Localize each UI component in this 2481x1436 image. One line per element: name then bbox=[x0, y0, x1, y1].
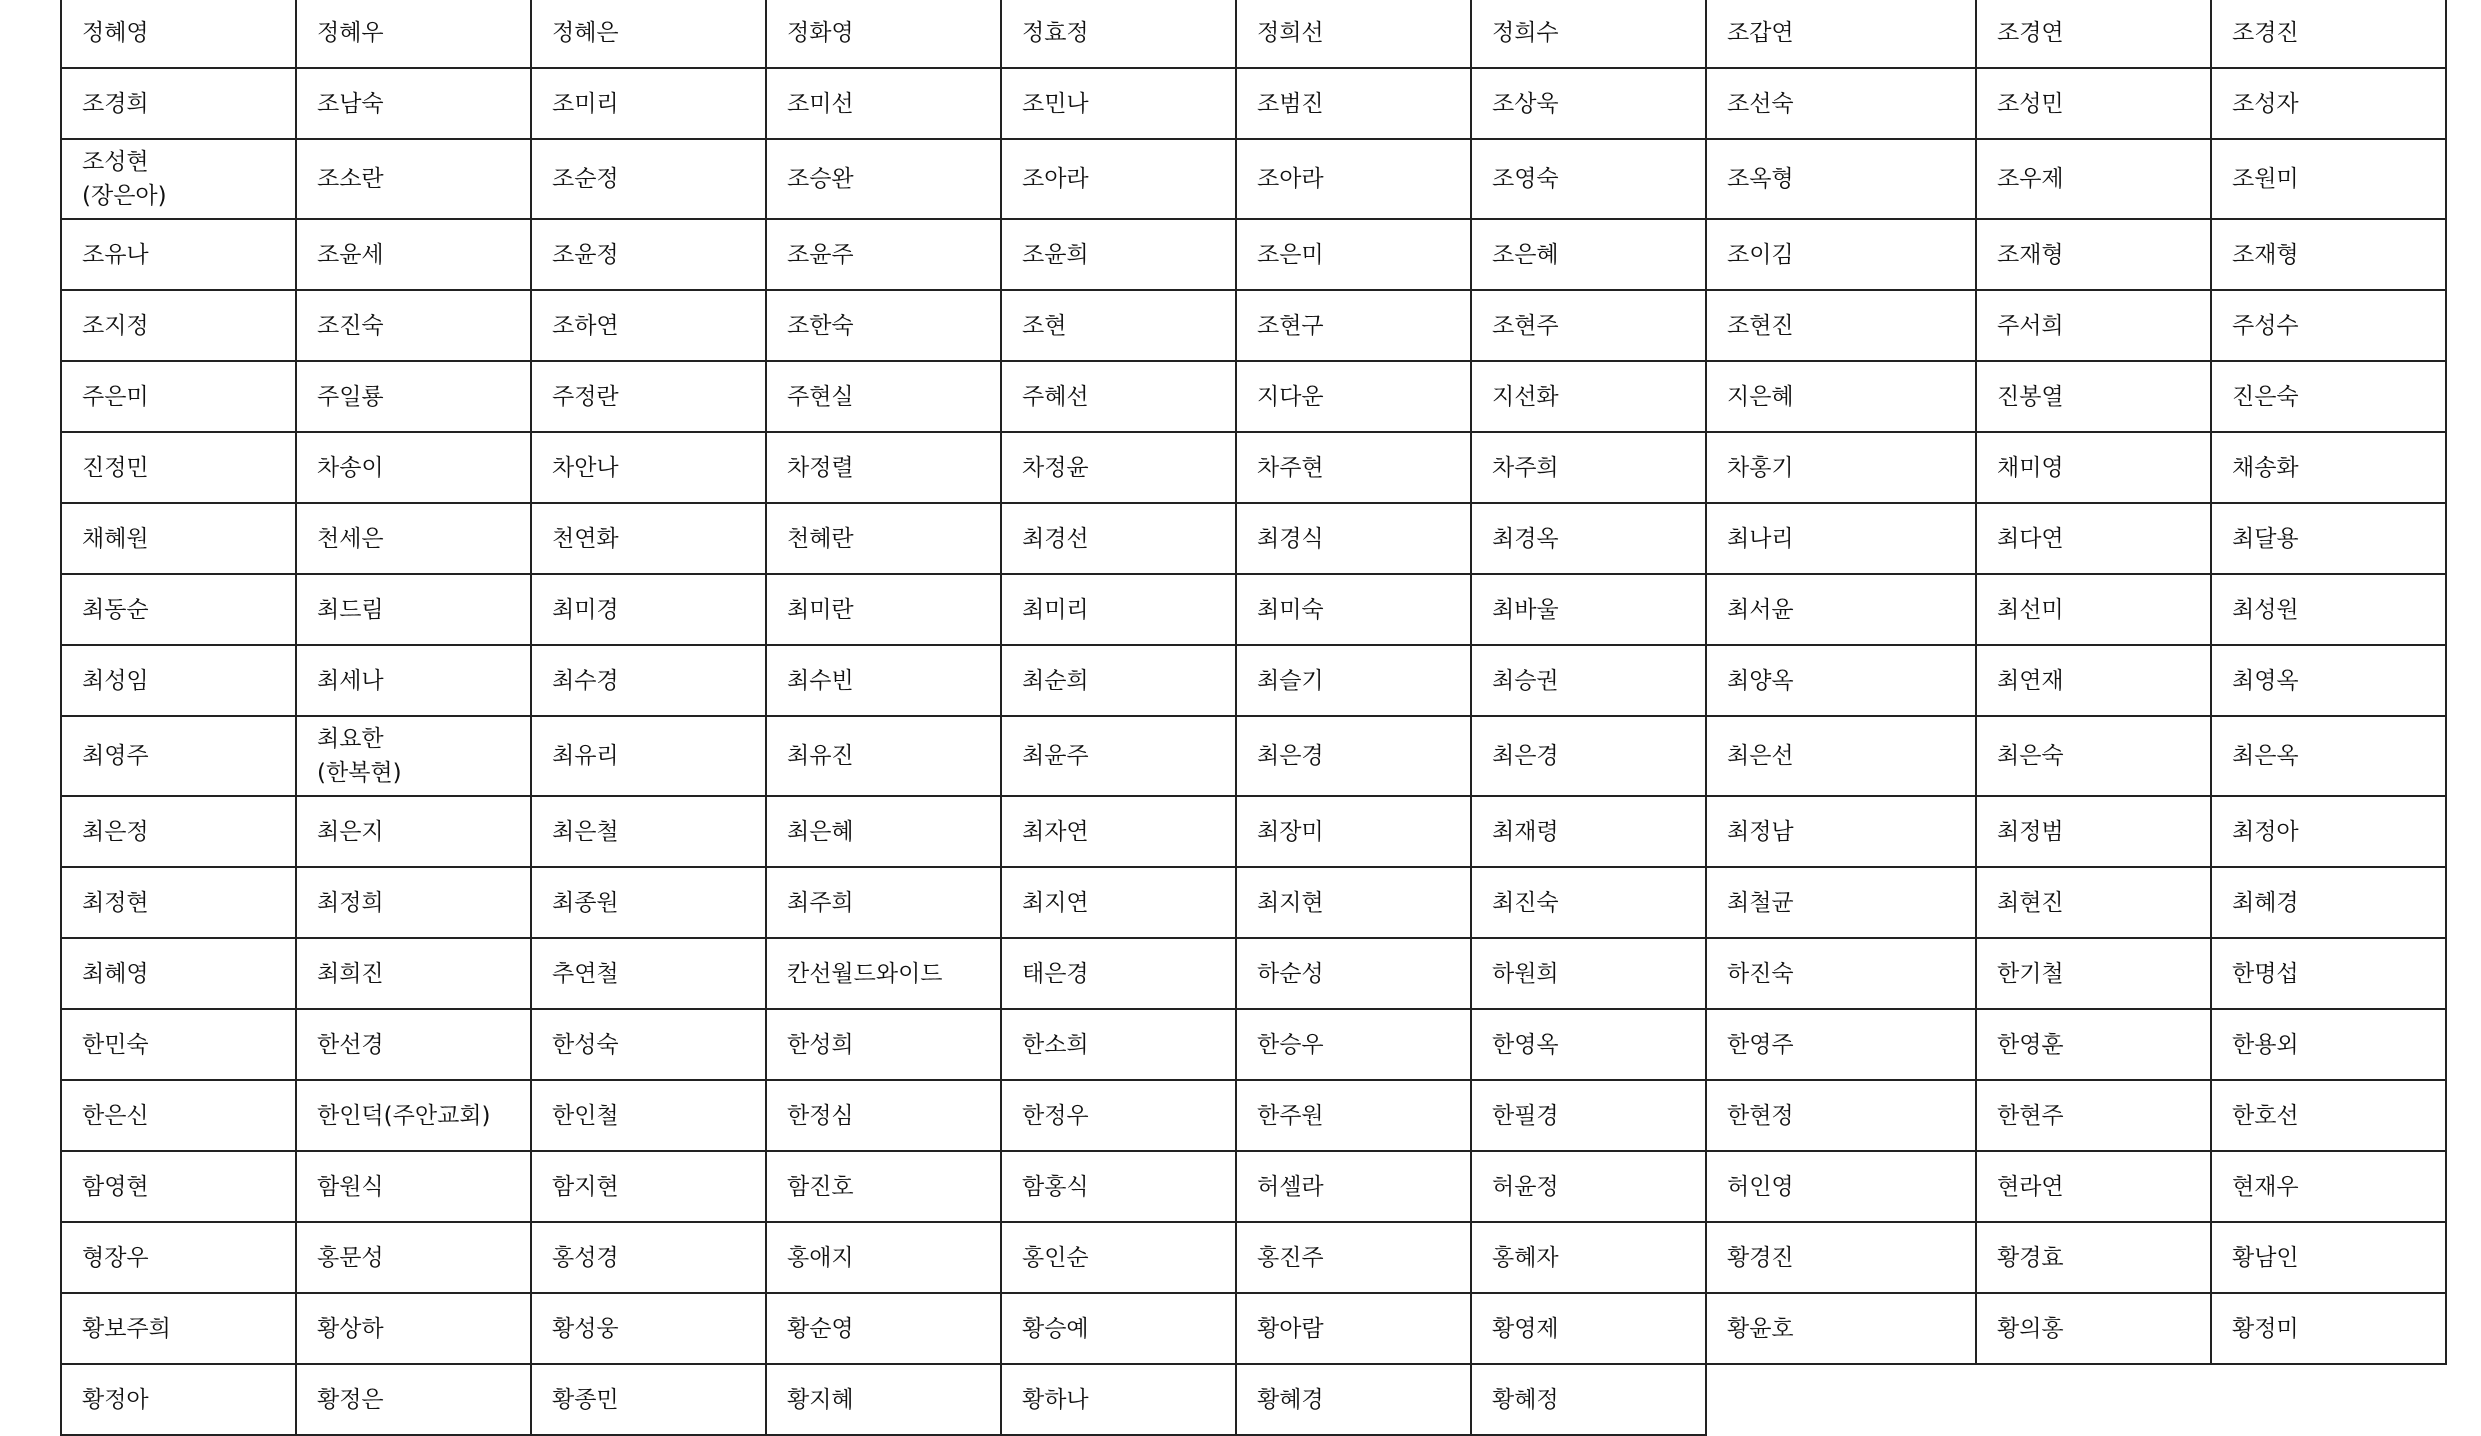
name-cell: 한호선 bbox=[2211, 1080, 2446, 1151]
name-cell: 한은신 bbox=[61, 1080, 296, 1151]
name-cell: 조미선 bbox=[766, 68, 1001, 139]
name-cell: 정효정 bbox=[1001, 0, 1236, 68]
name-cell: 차안나 bbox=[531, 432, 766, 503]
table-row bbox=[61, 432, 2446, 503]
name-cell: 진은숙 bbox=[2211, 361, 2446, 432]
name-cell: 채송화 bbox=[2211, 432, 2446, 503]
name-cell: 최영옥 bbox=[2211, 645, 2446, 716]
name-cell: 조지정 bbox=[61, 290, 296, 361]
table-row bbox=[61, 1364, 2446, 1435]
table-row bbox=[61, 867, 2446, 938]
name-cell: 조은미 bbox=[1236, 219, 1471, 290]
table-row bbox=[61, 1080, 2446, 1151]
name-cell: 최정아 bbox=[2211, 796, 2446, 867]
name-cell: 홍혜자 bbox=[1471, 1222, 1706, 1293]
name-cell: 황하나 bbox=[1001, 1364, 1236, 1435]
name-cell: 황지혜 bbox=[766, 1364, 1001, 1435]
name-cell: 최유진 bbox=[766, 716, 1001, 796]
name-cell: 한현정 bbox=[1706, 1080, 1976, 1151]
name-cell: 최혜영 bbox=[61, 938, 296, 1009]
name-cell: 조이김 bbox=[1706, 219, 1976, 290]
name-cell: 차정윤 bbox=[1001, 432, 1236, 503]
name-cell: 한정우 bbox=[1001, 1080, 1236, 1151]
name-cell: 황혜정 bbox=[1471, 1364, 1706, 1435]
name-cell: 조성민 bbox=[1976, 68, 2211, 139]
table-row bbox=[61, 574, 2446, 645]
table-row bbox=[61, 645, 2446, 716]
name-cell: 황정아 bbox=[61, 1364, 296, 1435]
name-cell: 최수경 bbox=[531, 645, 766, 716]
name-cell: 조윤세 bbox=[296, 219, 531, 290]
name-cell: 함지현 bbox=[531, 1151, 766, 1222]
name-cell: 황승예 bbox=[1001, 1293, 1236, 1364]
name-cell: 정혜우 bbox=[296, 0, 531, 68]
name-cell: 최달용 bbox=[2211, 503, 2446, 574]
name-cell: 조범진 bbox=[1236, 68, 1471, 139]
name-cell: 황성웅 bbox=[531, 1293, 766, 1364]
name-cell: 조민나 bbox=[1001, 68, 1236, 139]
name-cell: 황정미 bbox=[2211, 1293, 2446, 1364]
name-cell: 최순희 bbox=[1001, 645, 1236, 716]
name-cell: 최양옥 bbox=[1706, 645, 1976, 716]
table-row bbox=[61, 1293, 2446, 1364]
name-cell: 최은혜 bbox=[766, 796, 1001, 867]
name-cell: 최서윤 bbox=[1706, 574, 1976, 645]
name-cell: 조윤희 bbox=[1001, 219, 1236, 290]
name-cell: 황상하 bbox=[296, 1293, 531, 1364]
name-cell: 최정현 bbox=[61, 867, 296, 938]
name-cell: 조재형 bbox=[1976, 219, 2211, 290]
name-cell: 조미리 bbox=[531, 68, 766, 139]
name-cell: 조우제 bbox=[1976, 139, 2211, 219]
name-cell: 허셀라 bbox=[1236, 1151, 1471, 1222]
name-cell: 한민숙 bbox=[61, 1009, 296, 1080]
name-cell: 현재우 bbox=[2211, 1151, 2446, 1222]
name-cell: 주혜선 bbox=[1001, 361, 1236, 432]
name-cell: 칸선월드와이드 bbox=[766, 938, 1001, 1009]
name-cell: 채미영 bbox=[1976, 432, 2211, 503]
name-cell: 조승완 bbox=[766, 139, 1001, 219]
name-cell: 최미숙 bbox=[1236, 574, 1471, 645]
name-cell: 조남숙 bbox=[296, 68, 531, 139]
name-cell: 진정민 bbox=[61, 432, 296, 503]
name-cell: 황아람 bbox=[1236, 1293, 1471, 1364]
name-cell: 황혜경 bbox=[1236, 1364, 1471, 1435]
name-cell: 홍애지 bbox=[766, 1222, 1001, 1293]
name-cell: 한성숙 bbox=[531, 1009, 766, 1080]
table-row bbox=[61, 0, 2446, 68]
name-cell: 최정희 bbox=[296, 867, 531, 938]
name-cell: 최바울 bbox=[1471, 574, 1706, 645]
name-cell: 한영훈 bbox=[1976, 1009, 2211, 1080]
name-cell: 한승우 bbox=[1236, 1009, 1471, 1080]
name-cell: 최경옥 bbox=[1471, 503, 1706, 574]
name-cell: 홍진주 bbox=[1236, 1222, 1471, 1293]
name-cell: 최성임 bbox=[61, 645, 296, 716]
name-cell: 최은경 bbox=[1471, 716, 1706, 796]
name-cell: 조갑연 bbox=[1706, 0, 1976, 68]
name-cell: 홍문성 bbox=[296, 1222, 531, 1293]
name-cell: 최유리 bbox=[531, 716, 766, 796]
table-row bbox=[61, 219, 2446, 290]
name-cell: 정희수 bbox=[1471, 0, 1706, 68]
name-cell: 한정심 bbox=[766, 1080, 1001, 1151]
name-cell: 지선화 bbox=[1471, 361, 1706, 432]
table-row bbox=[61, 1222, 2446, 1293]
name-cell: 차주희 bbox=[1471, 432, 1706, 503]
table-row bbox=[61, 716, 2446, 796]
empty-cell bbox=[1976, 1364, 2211, 1435]
name-cell: 최미란 bbox=[766, 574, 1001, 645]
name-cell: 최은옥 bbox=[2211, 716, 2446, 796]
name-cell: 차주현 bbox=[1236, 432, 1471, 503]
name-cell: 주일룡 bbox=[296, 361, 531, 432]
name-cell: 최은철 bbox=[531, 796, 766, 867]
name-cell: 최은선 bbox=[1706, 716, 1976, 796]
name-cell: 최장미 bbox=[1236, 796, 1471, 867]
table-row bbox=[61, 1151, 2446, 1222]
name-cell: 천혜란 bbox=[766, 503, 1001, 574]
table-row bbox=[61, 139, 2446, 219]
name-cell: 조하연 bbox=[531, 290, 766, 361]
name-cell: 최윤주 bbox=[1001, 716, 1236, 796]
name-cell: 최주희 bbox=[766, 867, 1001, 938]
name-cell: 하원희 bbox=[1471, 938, 1706, 1009]
table-row bbox=[61, 796, 2446, 867]
name-cell: 최재령 bbox=[1471, 796, 1706, 867]
name-cell: 조소란 bbox=[296, 139, 531, 219]
name-cell: 조성자 bbox=[2211, 68, 2446, 139]
name-cell: 황정은 bbox=[296, 1364, 531, 1435]
name-cell: 한영옥 bbox=[1471, 1009, 1706, 1080]
name-cell: 조상욱 bbox=[1471, 68, 1706, 139]
name-cell: 조현구 bbox=[1236, 290, 1471, 361]
name-cell: 지다운 bbox=[1236, 361, 1471, 432]
name-cell: 최경선 bbox=[1001, 503, 1236, 574]
name-cell: 주은미 bbox=[61, 361, 296, 432]
name-cell: 한현주 bbox=[1976, 1080, 2211, 1151]
table-row bbox=[61, 1009, 2446, 1080]
table-row bbox=[61, 938, 2446, 1009]
name-cell: 한영주 bbox=[1706, 1009, 1976, 1080]
name-cell: 차정렬 bbox=[766, 432, 1001, 503]
name-cell: 천연화 bbox=[531, 503, 766, 574]
name-cell: 함영현 bbox=[61, 1151, 296, 1222]
name-cell: 한인철 bbox=[531, 1080, 766, 1151]
name-cell: 조현 bbox=[1001, 290, 1236, 361]
name-cell: 주정란 bbox=[531, 361, 766, 432]
name-cell: 황순영 bbox=[766, 1293, 1001, 1364]
name-cell: 진봉열 bbox=[1976, 361, 2211, 432]
name-cell: 최경식 bbox=[1236, 503, 1471, 574]
name-cell: 황윤호 bbox=[1706, 1293, 1976, 1364]
name-cell: 정혜영 bbox=[61, 0, 296, 68]
name-cell: 한필경 bbox=[1471, 1080, 1706, 1151]
name-cell: 최혜경 bbox=[2211, 867, 2446, 938]
name-cell: 한명섭 bbox=[2211, 938, 2446, 1009]
name-cell: 황영제 bbox=[1471, 1293, 1706, 1364]
name-cell: 조현진 bbox=[1706, 290, 1976, 361]
empty-cell bbox=[2211, 1364, 2446, 1435]
table-body bbox=[61, 0, 2446, 1435]
table-row bbox=[61, 503, 2446, 574]
name-cell: 조옥형 bbox=[1706, 139, 1976, 219]
name-cell: 지은혜 bbox=[1706, 361, 1976, 432]
name-cell: 황경효 bbox=[1976, 1222, 2211, 1293]
name-cell: 최은지 bbox=[296, 796, 531, 867]
name-cell: 천세은 bbox=[296, 503, 531, 574]
name-cell: 조경연 bbox=[1976, 0, 2211, 68]
name-cell: 황의홍 bbox=[1976, 1293, 2211, 1364]
name-cell: 차송이 bbox=[296, 432, 531, 503]
name-cell: 최희진 bbox=[296, 938, 531, 1009]
name-cell: 조경진 bbox=[2211, 0, 2446, 68]
name-cell: 한용외 bbox=[2211, 1009, 2446, 1080]
name-cell: 최드림 bbox=[296, 574, 531, 645]
name-cell: 최수빈 bbox=[766, 645, 1001, 716]
name-cell: 최슬기 bbox=[1236, 645, 1471, 716]
name-cell: 황경진 bbox=[1706, 1222, 1976, 1293]
name-cell: 최종원 bbox=[531, 867, 766, 938]
name-cell: 채혜원 bbox=[61, 503, 296, 574]
name-cell: 정화영 bbox=[766, 0, 1001, 68]
name-cell: 조영숙 bbox=[1471, 139, 1706, 219]
name-cell: 조선숙 bbox=[1706, 68, 1976, 139]
name-cell: 최지연 bbox=[1001, 867, 1236, 938]
name-cell: 최성원 bbox=[2211, 574, 2446, 645]
name-cell: 조재형 bbox=[2211, 219, 2446, 290]
name-cell: 황남인 bbox=[2211, 1222, 2446, 1293]
name-cell: 조윤주 bbox=[766, 219, 1001, 290]
name-cell: 현라연 bbox=[1976, 1151, 2211, 1222]
name-cell: 최진숙 bbox=[1471, 867, 1706, 938]
name-cell: 조순정 bbox=[531, 139, 766, 219]
name-cell: 최다연 bbox=[1976, 503, 2211, 574]
name-cell: 정희선 bbox=[1236, 0, 1471, 68]
name-cell: 조유나 bbox=[61, 219, 296, 290]
table-row bbox=[61, 290, 2446, 361]
name-cell: 최동순 bbox=[61, 574, 296, 645]
name-cell: 한선경 bbox=[296, 1009, 531, 1080]
empty-cell bbox=[1706, 1364, 1976, 1435]
name-cell: 조아라 bbox=[1236, 139, 1471, 219]
name-cell: 최나리 bbox=[1706, 503, 1976, 574]
name-cell: 한성희 bbox=[766, 1009, 1001, 1080]
name-cell: 최미경 bbox=[531, 574, 766, 645]
name-cell: 정혜은 bbox=[531, 0, 766, 68]
name-cell: 하진숙 bbox=[1706, 938, 1976, 1009]
table-row bbox=[61, 361, 2446, 432]
name-cell: 태은경 bbox=[1001, 938, 1236, 1009]
name-cell: 조한숙 bbox=[766, 290, 1001, 361]
name-cell: 최연재 bbox=[1976, 645, 2211, 716]
name-cell: 한주원 bbox=[1236, 1080, 1471, 1151]
name-cell: 하순성 bbox=[1236, 938, 1471, 1009]
name-cell: 함진호 bbox=[766, 1151, 1001, 1222]
name-cell: 한소희 bbox=[1001, 1009, 1236, 1080]
name-cell: 최미리 bbox=[1001, 574, 1236, 645]
name-cell: 홍인순 bbox=[1001, 1222, 1236, 1293]
name-cell: 주서희 bbox=[1976, 290, 2211, 361]
name-cell: 함홍식 bbox=[1001, 1151, 1236, 1222]
name-cell: 최은경 bbox=[1236, 716, 1471, 796]
name-cell: 허윤정 bbox=[1471, 1151, 1706, 1222]
name-cell: 허인영 bbox=[1706, 1151, 1976, 1222]
name-cell: 함원식 bbox=[296, 1151, 531, 1222]
name-cell: 한인덕(주안교회) bbox=[296, 1080, 531, 1151]
name-cell: 조현주 bbox=[1471, 290, 1706, 361]
name-cell: 조윤정 bbox=[531, 219, 766, 290]
name-cell: 최세나 bbox=[296, 645, 531, 716]
name-cell: 최철균 bbox=[1706, 867, 1976, 938]
name-cell: 최정범 bbox=[1976, 796, 2211, 867]
name-cell: 최자연 bbox=[1001, 796, 1236, 867]
name-cell: 최은정 bbox=[61, 796, 296, 867]
name-cell: 한기철 bbox=[1976, 938, 2211, 1009]
name-cell: 최지현 bbox=[1236, 867, 1471, 938]
name-cell: 주성수 bbox=[2211, 290, 2446, 361]
name-cell: 조은혜 bbox=[1471, 219, 1706, 290]
name-cell: 최요한 (한복현) bbox=[296, 716, 531, 796]
name-cell: 조성현 (장은아) bbox=[61, 139, 296, 219]
name-cell: 홍성경 bbox=[531, 1222, 766, 1293]
name-cell: 최현진 bbox=[1976, 867, 2211, 938]
name-cell: 황보주희 bbox=[61, 1293, 296, 1364]
name-cell: 조아라 bbox=[1001, 139, 1236, 219]
name-cell: 최승권 bbox=[1471, 645, 1706, 716]
table-row bbox=[61, 68, 2446, 139]
name-cell: 조원미 bbox=[2211, 139, 2446, 219]
name-cell: 최은숙 bbox=[1976, 716, 2211, 796]
name-cell: 형장우 bbox=[61, 1222, 296, 1293]
donor-names-table bbox=[60, 0, 2447, 1436]
name-cell: 주현실 bbox=[766, 361, 1001, 432]
name-cell: 황종민 bbox=[531, 1364, 766, 1435]
name-cell: 최정남 bbox=[1706, 796, 1976, 867]
name-cell: 조경희 bbox=[61, 68, 296, 139]
name-cell: 최영주 bbox=[61, 716, 296, 796]
name-cell: 조진숙 bbox=[296, 290, 531, 361]
name-cell: 최선미 bbox=[1976, 574, 2211, 645]
name-cell: 추연철 bbox=[531, 938, 766, 1009]
name-cell: 차홍기 bbox=[1706, 432, 1976, 503]
